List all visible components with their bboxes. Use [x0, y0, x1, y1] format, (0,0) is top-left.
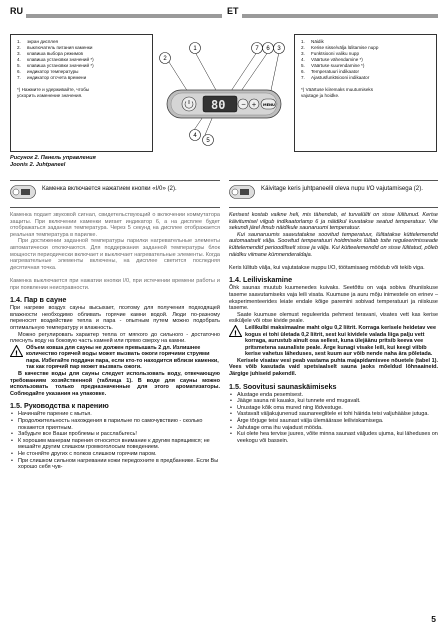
mini-panel-icon [229, 185, 255, 199]
legend-item: 1. экран дисплея [17, 39, 59, 44]
list-item: • Начинайте парение с мытья. [10, 411, 220, 418]
svg-text:−: − [241, 101, 247, 108]
warning-icon [229, 325, 242, 337]
legend-item: 6. Temperatuuri indikaator [301, 69, 360, 74]
control-panel-diagram [153, 34, 294, 152]
list-item: • Ärge tõrjuge teisi saunast välja ülemäärase leiliviskamisega. [229, 418, 438, 425]
et-warning: ! Leilikulbi maksimaalne maht olgu 0,2 liitrit. Korraga kerisele heidetav vee kogus ei tohi ületada 0,2 liitrit, sest kui kividele valada liiga palju vett korraga, aurustub ainult osa sellest, kuna ülejäänu pritsib keeva vee pritsmetena saunaliste peale. Ärge kunagi visake leili, kui keegi viibib kerise vahetus läheduses, sest kuum aur võib nende naha ära põletada. [229, 325, 438, 358]
list-item: • Jääge sauna nii kauaks, kui tunnete end mugavalt. [229, 398, 438, 405]
list-item: • Alustage enda pesemisest. [229, 392, 438, 399]
display-value: 80 [211, 98, 226, 112]
list-item: • При слишком сильном нагревании кожи передохните в предбаннике. Если Вы хорошо себя чув- [10, 458, 220, 471]
legend-ru [10, 34, 153, 152]
ru-intro: Каменка включается нажатием кнопки «I/0» (2). [10, 185, 220, 199]
svg-text:3: 3 [277, 46, 281, 53]
legend-item: 3. Funktsiooni valiku nupp [301, 51, 360, 56]
language-label-ru: RU [10, 6, 23, 16]
et-intro: Käivitage keris juhtpaneelil oleva nupu I/O vajutamisega (2). [229, 185, 438, 199]
mini-panel-icon [10, 185, 36, 199]
legend-item: 6. индикатор температуры [17, 69, 79, 74]
et-section-1-4-title: 1.4. Leiliviskamine [229, 275, 293, 285]
legend-item: 5. Väärtuse suurendamine *) [301, 63, 365, 68]
svg-text:!: ! [14, 348, 19, 357]
list-item: • Продолжительность нахождения в парильне по самочувствию - сколько покажется приятным. [10, 418, 220, 431]
warning-icon [10, 345, 23, 357]
figure-caption: Рисунок 2. Панель управления Joonis 2. Juhtpaneel [10, 155, 96, 168]
et-section-1-5-title: 1.5. Soovitusi saunaskäimiseks [229, 381, 337, 391]
language-label-et: ET [227, 6, 239, 16]
list-item: • Jahutage oma ihu vajadust mööda. [229, 425, 438, 432]
legend-item: 3. клавиша выбора режимов [17, 51, 83, 56]
legend-item: 2. выключатель питания каменки [17, 45, 93, 50]
ru-warning: ! Объем ковша для сауны не должен превышать 2 дл. Излишнее количество горячей воды может вызвать ожоги горячими струями пара. Избегайте поддачи пара, если кто-то находится вблизи каменки, так как горячий пар может вызвать ожоги. [10, 345, 220, 371]
legend-item: 1. Näidik [301, 39, 324, 44]
ru-bullet-list [10, 411, 220, 470]
legend-item: 2. Kerise sisse/välja lülitamise nupp [301, 45, 379, 50]
list-item: • Kui olete hea tervise juures, võite minna saunast väljudes ujuma, kui läheduses on veekogu või bassein. [229, 431, 438, 444]
svg-text:6: 6 [266, 46, 270, 53]
svg-text:!: ! [233, 329, 238, 337]
list-item: • Unustage kõik oma mured ning lõdvestuge. [229, 405, 438, 412]
header-bar-left [26, 14, 222, 18]
list-item: • Не стоняйте других с полков слишком горячим паром. [10, 451, 220, 458]
header-bar-right [242, 14, 438, 18]
list-item: • К хорошим манерам парения относится внимание к другим парящимся; не мешайте другим слишком громкоголосым поведением. [10, 438, 220, 451]
legend-item: 7. индикатор отсчета времени [17, 75, 87, 80]
legend-item: 4. клавиша установки значений *) [17, 57, 94, 62]
svg-text:2: 2 [163, 56, 167, 63]
legend-ru-note: *) Нажмите и удерживайте, чтобы ускорить изменение значения. [17, 87, 90, 98]
legend-item: 5. клавиша установки значений *) [17, 63, 94, 68]
legend-item: 7. Ajastusfunktsiooni indikaator [301, 75, 370, 80]
column-ru: Каменка включается нажатием кнопки «I/0» (2). Каменка подает звуковой сигнал, свидетельствующий о включении коммутатора защиты. При включении каменки мигает индикатор 6, а на дисплее будет отображаться заданная температура. Через 5 секунд на дисплее отображается реальная температура в парилке. При достижении заданной температуры парилки нагревательные элементы автоматически отключаются. Для поддержания заданной температуры блок мощности периодически включает и выключает нагревательные элементы. Когда нагревательные элементы включены, на дисплее светится последняя десятичная точка. Каменка выключается при нажатии кнопки I/0, при истечении времени работы и при появлении неисправности. 1.4. Пар в сауне При нагреве воздух сауны высыхает, поэтому для получения подходящей влажности необходимо обливать горячие камни водой. Люди по-разному переносят воздействие тепла и пара - опытным путем можно подобрать оптимальную температуру и влажность. Можно регулировать характер тепла от мягкого до сильного - достаточно плеснуть воду на боковую часть камней или прямо сверху на камни. ! Объем ковша для сауны не должен превышать 2 дл. Излишнее количество горячей воды может вызвать ожоги горячими струями пара. Избегайте поддачи пара, если кто-то находится вблизи каменки, так как горячий пар может вызвать ожоги. В качестве воды для сауны следует использовать воду, отвечающую требованиям хозяйственной (таблица 1). В воде для сауны можно использовать только предназначенные для этого ароматизаторы. Соблюдайте указания на упаковке. 1.5. Руководства к парению • Начинайте парение с мытья. • Продолжительность нахождения в парильне по самочувствию - сколько покажется приятным. • Забудьте все Ваши проблемы и расслабьтесь! • К хорошим манерам парения относится внимание к другим парящимся; не мешайте другим слишком громкоголосым поведением. • Не стоняйте других с полков слишком горячим паром. • При слишком сильном нагревании кожи передохните в предбаннике. Если Вы хорошо себя чув- [10, 180, 220, 471]
page-number: 5 [431, 614, 436, 624]
ru-section-1-4-title: 1.4. Пар в сауне [10, 295, 67, 305]
svg-text:1: 1 [193, 46, 197, 53]
et-bullet-list [229, 392, 438, 445]
list-item: • Vastavalt väljakujunenud saunareeglitele ei tohi häirida teisi valjuhäälse jutuga. [229, 411, 438, 418]
legend-item: 4. Väärtuse vähendamine *) [301, 57, 363, 62]
svg-text:+: + [251, 101, 257, 109]
column-et: Käivitage keris juhtpaneelil oleva nupu I/O vajutamisega (2). Kerisest kostab vaikne heli, mis tähendab, et turvalüliti on sisse lülitunud. Kerise käivitumisel vilgub indikaatorlamp 6 ja näidikul kuvatakse seatud temperatuur. Viie sekundi järel ilmub näidikule saunaruumi temperatuur. Kui saunaruumis saavutatakse soovitud temperatuur, lülitatakse küttelemendid automaatselt välja. Soovitud temperatuuri hoidmiseks lülitab toite reguleerimisseade küttelemendid perioodiliselt sisse ja välja. Kui kütteelemendid on sisse lülitatud, põleb näidiku viimane kümnenderaldaja. Keris lülitub välja, kui vajutatakse nuppu I/O, töötamisaeg möödub või tekib viga. 1.4. Leiliviskamine Õhk saunas muutub kuumenedes kuivaks. Seetõttu on vaja sobiva õhuniiskuse taseme saavutamiseks vaja leili visata. Kuumuse ja auru mõju inimestele on erinev – eksperimenteerides leiate endale kõige paremini sobivad temperatuuri ja niiskuse taseme. Saate kuumuse olemust reguleerida pehmest teravani, visates vett kas kerise esiküljele või otse kivide peale. ! Leilikulbi maksimaalne maht olgu 0,2 liitrit. Korraga kerisele heidetav vee kogus ei tohi ületada 0,2 liitrit, sest kui kividele valada liiga palju vett korraga, aurustub ainult osa sellest, kuna ülejäänu pritsib keeva vee pritsmetena saunaliste peale. Ärge kunagi visake leili, kui keegi viibib kerise vahetus läheduses, sest kuum aur võib nende naha ära põletada. Kerisele visatav vesi peab vastama puhta majapidamisvee nõuetele (tabel 1). Vees võib kasutada vaid spetsiaalselt sauna jaoks mõeldud lõhnaaineid. Järgige juhiseid pakendil. 1.5. Soovitusi saunaskäimiseks • Alustage enda pesemisest. • Jääge sauna nii kauaks, kui tunnete end mugavalt. • Unustage kõik oma mured ning lõdvestuge. • Vastavalt väljakujunenud saunareeglitele ei tohi häirida teisi valjuhäälse jutuga. • Ärge tõrjuge teisi saunast välja ülemäärase leiliviskamisega. • Jahutage oma ihu vajadust mööda. • Kui olete hea tervise juures, võite minna saunast väljudes ujuma, kui läheduses on veekogu või bassein. [229, 180, 438, 444]
list-item: • Забудьте все Ваши проблемы и расслабьтесь! [10, 431, 220, 438]
svg-text:5: 5 [206, 138, 210, 145]
svg-text:MENU: MENU [263, 103, 275, 107]
ru-section-1-5-title: 1.5. Руководства к парению [10, 401, 109, 411]
svg-text:7: 7 [255, 46, 259, 53]
legend-et [294, 34, 437, 152]
legend-et-note: *) Väärtuse kiiremaks muutumiseks vajutage ja hoidke. [301, 87, 373, 98]
svg-text:4: 4 [193, 133, 197, 140]
